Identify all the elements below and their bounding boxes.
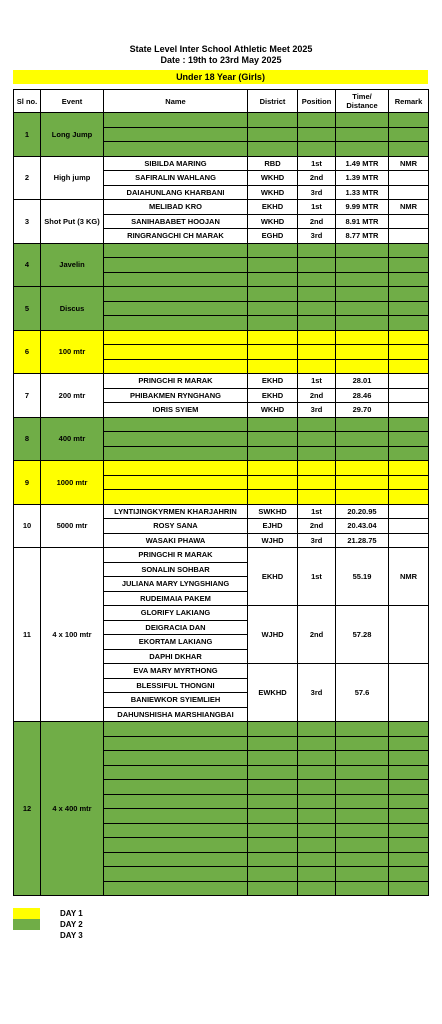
name-cell: SANIHABABET HOOJAN [104,214,248,229]
remark-cell [389,664,429,722]
district-cell: WJHD [248,533,298,548]
position-cell [298,258,336,273]
sl-no-cell: 5 [14,287,41,331]
result-cell: 8.91 MTR [336,214,389,229]
name-cell [104,765,248,780]
name-cell: WASAKI PHAWA [104,533,248,548]
position-cell: 1st [298,200,336,215]
result-cell [336,432,389,447]
position-cell [298,359,336,374]
result-cell: 8.77 MTR [336,229,389,244]
result-cell [336,736,389,751]
event-cell: 4 x 400 mtr [41,722,104,896]
name-cell: RINGRANGCHI CH MARAK [104,229,248,244]
remark-cell [389,881,429,896]
position-cell: 3rd [298,185,336,200]
remark-cell [389,867,429,882]
result-cell [336,809,389,824]
position-cell [298,751,336,766]
name-cell: SAFIRALIN WAHLANG [104,171,248,186]
position-cell: 1st [298,548,336,606]
name-cell [104,490,248,505]
position-cell: 1st [298,504,336,519]
table-row [14,156,429,171]
district-cell: EKHD [248,548,298,606]
result-cell: 57.6 [336,664,389,722]
district-cell [248,736,298,751]
position-cell: 2nd [298,171,336,186]
district-cell [248,316,298,331]
remark-cell [389,475,429,490]
remark-cell [389,446,429,461]
name-cell: EVA MARY MYRTHONG [104,664,248,679]
name-cell [104,127,248,142]
district-cell [248,417,298,432]
district-cell: SWKHD [248,504,298,519]
name-cell [104,142,248,157]
sl-no-cell: 10 [14,504,41,548]
position-cell [298,852,336,867]
district-cell [248,867,298,882]
legend-label: DAY 3 [60,931,83,940]
result-cell: 1.33 MTR [336,185,389,200]
name-cell [104,794,248,809]
event-cell: Shot Put (3 KG) [41,200,104,244]
name-cell [104,446,248,461]
district-cell [248,490,298,505]
position-cell [298,127,336,142]
table-row [14,243,429,258]
district-cell [248,287,298,302]
district-cell [248,881,298,896]
remark-cell [389,185,429,200]
remark-cell [389,809,429,824]
name-cell [104,301,248,316]
district-cell [248,838,298,853]
name-cell: PRINGCHI R MARAK [104,374,248,389]
remark-cell [389,345,429,360]
result-cell: 1.39 MTR [336,171,389,186]
col-header: Event [41,90,104,113]
sl-no-cell: 11 [14,548,41,722]
page-title: State Level Inter School Athletic Meet 2025 [129,44,313,54]
remark-cell [389,838,429,853]
result-cell: 1.49 MTR [336,156,389,171]
district-cell [248,852,298,867]
table-row [14,504,429,519]
name-cell [104,258,248,273]
result-cell [336,243,389,258]
district-cell [248,272,298,287]
district-cell: EJHD [248,519,298,534]
position-cell [298,272,336,287]
position-cell: 1st [298,156,336,171]
event-cell: Discus [41,287,104,331]
position-cell [298,765,336,780]
remark-cell [389,316,429,331]
result-cell [336,794,389,809]
remark-cell [389,243,429,258]
result-cell [336,823,389,838]
name-cell [104,316,248,331]
district-cell: EKHD [248,388,298,403]
result-cell [336,838,389,853]
sl-no-cell: 2 [14,156,41,200]
result-cell [336,751,389,766]
event-cell: Long Jump [41,113,104,157]
district-cell: RBD [248,156,298,171]
district-cell [248,823,298,838]
name-cell [104,417,248,432]
result-cell [336,316,389,331]
remark-cell [389,142,429,157]
result-cell [336,301,389,316]
district-cell [248,113,298,128]
event-cell: High jump [41,156,104,200]
name-cell [104,461,248,476]
col-header: Position [298,90,336,113]
event-cell: 100 mtr [41,330,104,374]
district-cell [248,780,298,795]
district-cell: WKHD [248,171,298,186]
district-cell [248,461,298,476]
name-cell [104,780,248,795]
position-cell [298,432,336,447]
position-cell: 2nd [298,214,336,229]
header-row [14,90,429,113]
position-cell [298,794,336,809]
remark-cell [389,606,429,664]
result-cell [336,330,389,345]
remark-cell [389,171,429,186]
sl-no-cell: 1 [14,113,41,157]
result-cell: 20.43.04 [336,519,389,534]
district-cell [248,794,298,809]
district-cell: WKHD [248,403,298,418]
remark-cell [389,722,429,737]
name-cell: PHIBAKMEN RYNGHANG [104,388,248,403]
position-cell: 3rd [298,403,336,418]
position-cell [298,867,336,882]
name-cell [104,113,248,128]
remark-cell [389,852,429,867]
name-cell: SONALIN SOHBAR [104,562,248,577]
col-header: District [248,90,298,113]
district-cell: EWKHD [248,664,298,722]
position-cell [298,838,336,853]
position-cell: 2nd [298,519,336,534]
remark-cell [389,301,429,316]
name-cell [104,243,248,258]
position-cell [298,446,336,461]
position-cell [298,113,336,128]
district-cell [248,446,298,461]
name-cell [104,345,248,360]
result-cell [336,461,389,476]
name-cell [104,272,248,287]
name-cell [104,287,248,302]
position-cell: 3rd [298,533,336,548]
event-cell: 200 mtr [41,374,104,418]
name-cell [104,881,248,896]
remark-cell [389,287,429,302]
position-cell [298,461,336,476]
name-cell [104,809,248,824]
district-cell: EKHD [248,200,298,215]
name-cell [104,722,248,737]
name-cell: EKORTAM LAKIANG [104,635,248,650]
position-cell [298,287,336,302]
name-cell: BANIEWKOR SYIEMLIEH [104,693,248,708]
remark-cell [389,272,429,287]
col-header: Sl no. [14,90,41,113]
position-cell [298,475,336,490]
table-row [14,417,429,432]
remark-cell [389,374,429,389]
result-cell [336,780,389,795]
name-cell [104,359,248,374]
remark-cell [389,229,429,244]
district-cell [248,432,298,447]
position-cell [298,881,336,896]
district-cell: EGHD [248,229,298,244]
event-cell: 400 mtr [41,417,104,461]
position-cell: 1st [298,374,336,389]
name-cell [104,867,248,882]
remark-cell: NMR [389,548,429,606]
district-cell [248,765,298,780]
name-cell: DAHUNSHISHA MARSHIANGBAI [104,707,248,722]
result-cell: 28.01 [336,374,389,389]
sl-no-cell: 9 [14,461,41,505]
remark-cell [389,214,429,229]
position-cell [298,142,336,157]
position-cell [298,417,336,432]
position-cell [298,823,336,838]
name-cell: GLORIFY LAKIANG [104,606,248,621]
col-header: Name [104,90,248,113]
district-cell [248,127,298,142]
col-header: Time/ Distance [336,90,389,113]
district-cell: WJHD [248,606,298,664]
result-cell: 21.28.75 [336,533,389,548]
name-cell: SIBILDA MARING [104,156,248,171]
event-cell: 4 x 100 mtr [41,548,104,722]
result-cell [336,359,389,374]
district-cell [248,345,298,360]
result-cell [336,446,389,461]
district-cell [248,475,298,490]
remark-cell [389,490,429,505]
remark-cell [389,751,429,766]
name-cell: DAIAHUNLANG KHARBANI [104,185,248,200]
table-row [14,374,429,389]
remark-cell [389,432,429,447]
remark-cell [389,780,429,795]
district-cell [248,258,298,273]
event-cell: 5000 mtr [41,504,104,548]
result-cell: 20.20.95 [336,504,389,519]
name-cell: RUDEIMAIA PAKEM [104,591,248,606]
table-row [14,722,429,737]
result-cell [336,142,389,157]
name-cell: IORIS SYIEM [104,403,248,418]
name-cell: BLESSIFUL THONGNI [104,678,248,693]
result-cell [336,127,389,142]
col-header: Remark [389,90,429,113]
event-cell: 1000 mtr [41,461,104,505]
result-cell: 55.19 [336,548,389,606]
name-cell: MELIBAD KRO [104,200,248,215]
result-cell [336,881,389,896]
name-cell: DEIGRACIA DAN [104,620,248,635]
event-cell: Javelin [41,243,104,287]
remark-cell [389,519,429,534]
district-cell: EKHD [248,374,298,389]
result-cell [336,113,389,128]
remark-cell: NMR [389,156,429,171]
result-cell [336,258,389,273]
sl-no-cell: 7 [14,374,41,418]
table-row [14,113,429,128]
district-cell [248,359,298,374]
name-cell [104,330,248,345]
remark-cell [389,330,429,345]
sl-no-cell: 6 [14,330,41,374]
legend-label: DAY 1 [60,909,83,918]
table-row [14,287,429,302]
table-row [14,330,429,345]
category-banner: Under 18 Year (Girls) [13,70,428,84]
result-cell: 28.46 [336,388,389,403]
remark-cell [389,359,429,374]
district-cell: WKHD [248,185,298,200]
result-cell [336,272,389,287]
name-cell: LYNTIJINGKYRMEN KHARJAHRIN [104,504,248,519]
name-cell [104,736,248,751]
name-cell [104,823,248,838]
result-cell [336,852,389,867]
table-row [14,548,429,563]
result-cell [336,475,389,490]
district-cell [248,142,298,157]
remark-cell [389,794,429,809]
position-cell [298,490,336,505]
position-cell [298,736,336,751]
remark-cell [389,113,429,128]
remark-cell [389,417,429,432]
remark-cell [389,765,429,780]
table-row [14,200,429,215]
position-cell [298,301,336,316]
position-cell [298,345,336,360]
district-cell [248,722,298,737]
sl-no-cell: 8 [14,417,41,461]
position-cell: 2nd [298,606,336,664]
name-cell [104,432,248,447]
name-cell [104,475,248,490]
remark-cell [389,461,429,476]
district-cell [248,809,298,824]
result-cell [336,345,389,360]
remark-cell [389,823,429,838]
result-cell: 9.99 MTR [336,200,389,215]
remark-cell [389,388,429,403]
position-cell [298,330,336,345]
remark-cell [389,736,429,751]
remark-cell [389,504,429,519]
date-range: Date : 19th to 23rd May 2025 [160,55,282,65]
sl-no-cell: 3 [14,200,41,244]
position-cell [298,780,336,795]
result-cell [336,722,389,737]
result-cell: 29.70 [336,403,389,418]
district-cell [248,301,298,316]
district-cell [248,330,298,345]
name-cell: DAPHI DKHAR [104,649,248,664]
name-cell [104,751,248,766]
legend-label: DAY 2 [60,920,83,929]
result-cell [336,287,389,302]
position-cell [298,809,336,824]
position-cell: 3rd [298,229,336,244]
district-cell [248,751,298,766]
remark-cell [389,533,429,548]
remark-cell [389,403,429,418]
result-cell [336,867,389,882]
position-cell [298,243,336,258]
sl-no-cell: 4 [14,243,41,287]
remark-cell: NMR [389,200,429,215]
district-cell: WKHD [248,214,298,229]
result-cell: 57.28 [336,606,389,664]
result-cell [336,490,389,505]
name-cell: ROSY SANA [104,519,248,534]
name-cell [104,852,248,867]
result-cell [336,417,389,432]
sl-no-cell: 12 [14,722,41,896]
remark-cell [389,258,429,273]
district-cell [248,243,298,258]
table-row [14,461,429,476]
position-cell [298,722,336,737]
position-cell: 3rd [298,664,336,722]
remark-cell [389,127,429,142]
name-cell [104,838,248,853]
name-cell: PRINGCHI R MARAK [104,548,248,563]
result-cell [336,765,389,780]
name-cell: JULIANA MARY LYNGSHIANG [104,577,248,592]
legend-swatch [13,908,40,919]
position-cell: 2nd [298,388,336,403]
position-cell [298,316,336,331]
results-table [13,89,429,896]
legend-swatch [13,919,40,930]
